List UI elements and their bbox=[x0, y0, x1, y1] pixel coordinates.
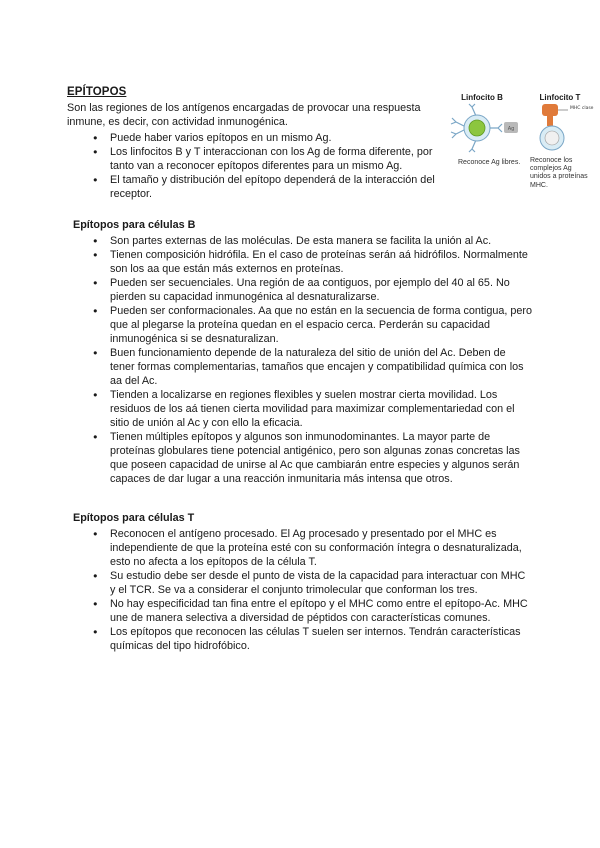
list-item: ● Tienden a localizarse en regiones flexibles y suelen mostrar cierta movilidad. Los residuos de los aá tienen cierta movilidad para maximizar complementariedad con el sitio de unión al Ac y con ello la eficacia. bbox=[91, 388, 533, 430]
section-t-heading: Epítopos para células T bbox=[73, 512, 195, 524]
intro-bullet-list bbox=[91, 131, 436, 201]
list-item: ● Buen funcionamiento depende de la naturaleza del sitio de unión del Ac. Deben de tener formas complementarias, tamaños que encajen y compatibilidad química con los aa del Ac. bbox=[91, 346, 533, 388]
intro-paragraph: Son las regiones de los antígenos encargadas de provocar una respuesta inmune, es decir, con actividad inmunogénica. bbox=[67, 102, 421, 128]
section-b-bullet-list bbox=[91, 234, 533, 486]
t-cell-illustration bbox=[530, 102, 594, 152]
section-t-bullet-list bbox=[91, 527, 533, 653]
list-item: ● Puede haber varios epítopos en un mismo Ag. bbox=[91, 131, 436, 145]
list-item: ● Tienen múltiples epítopos y algunos son inmunodominantes. La mayor parte de proteínas globulares tiene potencial antigénico, pero son algunas zonas concretas las que poseen capacidad de unirse al Ac que cambiarán entre especies y algunos serán capaces de dar lugar a una reacción inmunitaria más intensa que otros. bbox=[91, 430, 533, 486]
svg-text:Ag: Ag bbox=[507, 126, 515, 132]
figure-t-title: Linfocito T bbox=[539, 93, 581, 102]
figure-lymphocyte-b bbox=[442, 93, 522, 183]
section-b-heading: Epítopos para células B bbox=[73, 219, 196, 231]
figure-t-caption: Reconoce los complejos Ag unidos a proteínas MHC. bbox=[530, 157, 588, 189]
mhc-label: MHC clase bbox=[570, 106, 594, 111]
list-item: ● Su estudio debe ser desde el punto de vista de la capacidad para interactuar con MHC y el TCR. Se va a considerar el conjunto trimolecular que conforman los tres. bbox=[91, 569, 533, 597]
list-item: ● No hay especificidad tan fina entre el epítopo y el MHC como entre el epítopo-Ac. MHC une de manera selectiva a diversidad de péptidos con características comunes. bbox=[91, 597, 533, 625]
figure-b-title: Linfocito B bbox=[461, 93, 503, 102]
b-cell-illustration bbox=[442, 102, 522, 154]
list-item: ● Pueden ser secuenciales. Una región de aa contiguos, por ejemplo del 40 al 65. No pierden su capacidad inmunogénica al desnaturalizarse. bbox=[91, 276, 533, 304]
figure-b-caption: Reconoce Ag libres. bbox=[458, 159, 521, 166]
list-item: ● Los linfocitos B y T interaccionan con los Ag de forma diferente, por tanto van a reconocer epítopos diferentes para un mismo Ag. bbox=[91, 145, 436, 173]
list-item: ● Reconocen el antígeno procesado. El Ag procesado y presentado por el MHC es independiente de que la proteína esté con su conformación íntegra o desnaturalizada, esto no afecta a los epítopos de la célula T. bbox=[91, 527, 533, 569]
list-item: ● Tienen composición hidrófila. En el caso de proteínas serán aá hidrófilos. Normalmente son los aa que están más externos en proteínas. bbox=[91, 248, 533, 276]
list-item: ● Pueden ser conformacionales. Aa que no están en la secuencia de forma contigua, pero que al plegarse la proteína quedan en el espacio cerca. Perderán su capacidad inmunogénica si se desnaturalizan. bbox=[91, 304, 533, 346]
page-title: EPÍTOPOS bbox=[67, 86, 127, 98]
list-item: ● Los epítopos que reconocen las células T suelen ser internos. Tendrán características químicas del tipo hidrofóbico. bbox=[91, 625, 533, 653]
figure-lymphocyte-t bbox=[530, 93, 594, 218]
list-item: ● El tamaño y distribución del epítopo dependerá de la interacción del receptor. bbox=[91, 173, 436, 201]
list-item: ● Son partes externas de las moléculas. De esta manera se facilita la unión al Ac. bbox=[91, 234, 533, 248]
